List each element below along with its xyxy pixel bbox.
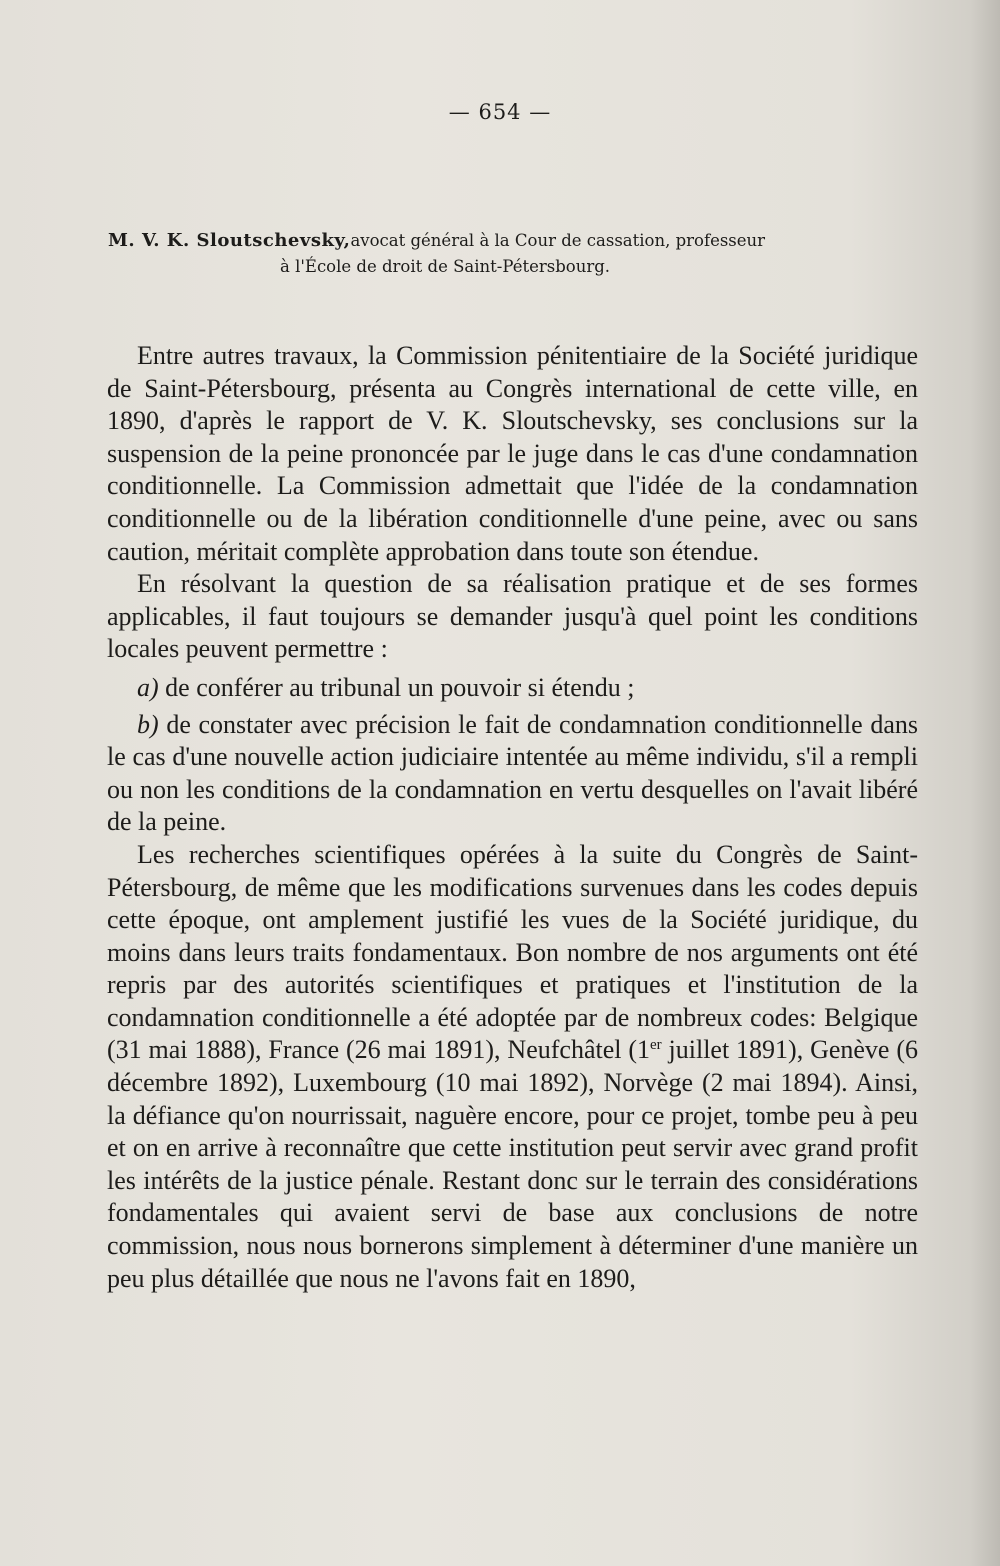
author-header [108, 228, 928, 280]
author-header-line-1 [108, 228, 928, 254]
paragraph-3 [107, 839, 918, 1295]
page-number: — 654 — [448, 100, 552, 124]
list-item-b-text: de constater avec précision le fait de condamnation conditionnelle dans le cas d'une nouvelle action judiciaire intentée au même individu, s'il a rempli ou non les conditions de la condamnation en vertu desquelles on l'avait libéré de la peine. [107, 709, 918, 837]
author-role-line-2: à l'École de droit de Saint-Pétersbourg. [280, 257, 611, 276]
list-item-b-marker: b) [137, 709, 159, 739]
author-name: M. V. K. Sloutschevsky, [108, 230, 351, 251]
paragraph-2: En résolvant la question de sa réalisation pratique et de ses formes applicables, il faut toujours se demander jusqu'à quel point les conditions locales peuvent permettre : [107, 569, 918, 664]
paragraph-1: Entre autres travaux, la Commission pénitentiaire de la Société juridique de Saint-Pétersbourg, présenta au Congrès international de cette ville, en 1890, d'après le rapport de V. K. Sloutschevsky, ses conclusions sur la suspension de la peine prononcée par le juge dans le cas d'une condamnation conditionnelle. La Commission admettait que l'idée de la condamnation conditionnelle ou de la libération conditionnelle d'une peine, avec ou sans caution, méritait complète approbation dans toute son étendue. [107, 341, 918, 566]
paragraph-3-part-2: juillet 1891), Genève (6 décembre 1892), Luxembourg (10 mai 1892), Norvège (2 mai 1894). Ainsi, la défiance qu'on nourrissait, naguère encore, pour ce projet, tombe peu à peu et on en arrive à reconnaître que cette institution peut servir avec grand profit les intérêts de la justice pénale. Restant donc sur le terrain des considérations fondamentales qui avaient servi de base aux conclusions de notre commission, nous nous bornerons simplement à déterminer d'une manière un peu plus détaillée que nous ne l'avons fait en 1890, [107, 1035, 919, 1293]
list-item-a [107, 672, 918, 705]
list-item-a-text: de conférer au tribunal un pouvoir si étendu ; [165, 672, 635, 702]
body-text [107, 340, 918, 1295]
list-item-a-marker: a) [137, 672, 159, 702]
author-role-line-1: avocat général à la Cour de cassation, professeur [350, 231, 766, 250]
paragraph-3-part-1: Les recherches scientifiques opérées à la suite du Congrès de Saint-Pétersbourg, de même que les modifications survenues dans les codes depuis cette époque, ont amplement justifié les vues de la Société juridique, du moins dans leurs traits fondamentaux. Bon nombre de nos arguments ont été repris par des autorités scientifiques et pratiques et l'institution de la condamnation conditionnelle a été adoptée par de nombreux codes: Belgique (31 mai 1888), France (26 mai 1891), Neufchâtel (1 [107, 839, 918, 1065]
list-item-b [107, 709, 918, 839]
paragraph-3-superscript: er [650, 1037, 662, 1054]
